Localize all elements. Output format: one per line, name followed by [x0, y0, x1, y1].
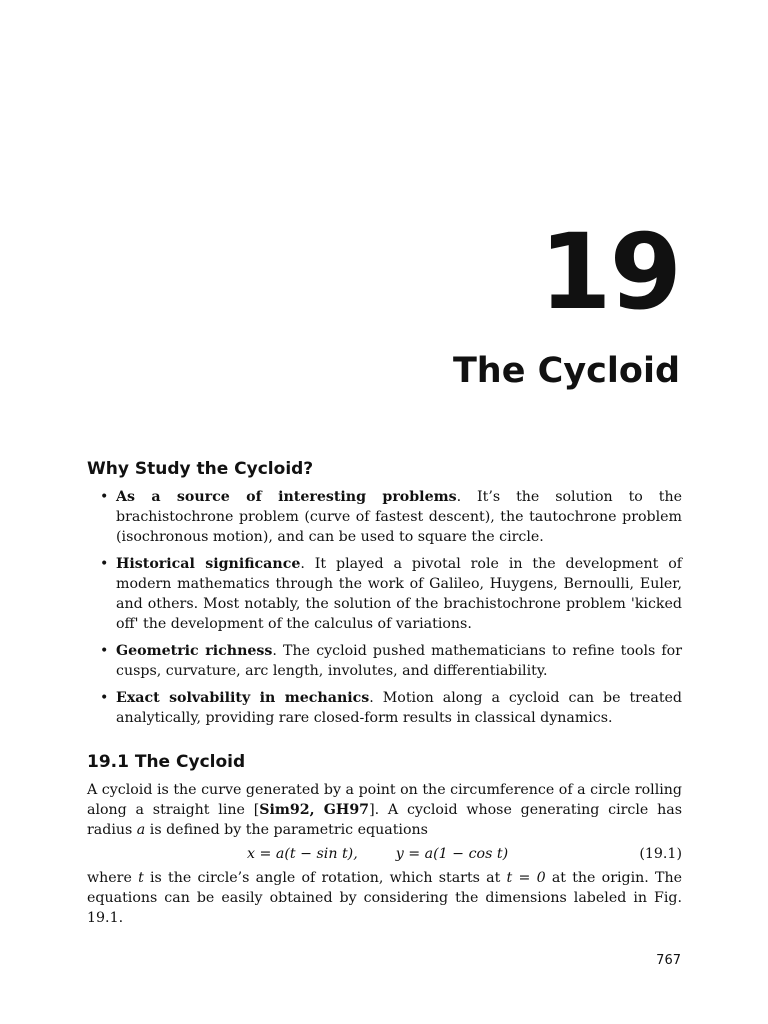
list-item [87, 688, 682, 728]
equation-x: x = a(t − sin t), [247, 846, 358, 862]
text-run: A cycloid is the curve generated by a point on the circumference of a circle rolling along a straight line [ [87, 782, 682, 818]
item-title: Exact solvability in mechanics [116, 690, 370, 706]
item-text: . Motion along a cycloid can be treated analytically, providing rare closed-form results in classical dynamics. [116, 690, 682, 726]
text-run: ]. A cycloid whose generating circle has radius [87, 802, 682, 838]
item-title: Geometric richness [116, 643, 273, 659]
equation-y: y = a(1 − cos t) [395, 846, 509, 862]
list-item [87, 554, 682, 634]
chapter-title: The Cycloid [452, 351, 680, 391]
math-variable: a [136, 822, 146, 838]
why-study-heading: Why Study the Cycloid? [87, 459, 314, 479]
citation-link[interactable]: Sim92, GH97 [259, 802, 370, 818]
text-run: at the origin. The equations can be easily obtained by considering the dimensions labeled in Fig. 19.1. [87, 870, 683, 926]
page-number: 767 [656, 953, 681, 968]
chapter-number: 19 [539, 211, 680, 333]
list-item [87, 641, 682, 681]
section-heading: 19.1 The Cycloid [87, 752, 246, 772]
item-title: Historical significance [116, 556, 301, 572]
math-expression: t = 0 [506, 870, 546, 886]
list-item [87, 487, 682, 547]
math-variable: t [138, 870, 144, 886]
item-text: . It played a pivotal role in the development of modern mathematics through the work of Galileo, Huygens, Bernoulli, Euler, and others. Most notably, the solution of the brachistochrone problem 'kicked off' the development of the calculus of variations. [116, 556, 682, 632]
intro-paragraph [87, 780, 682, 840]
item-title: As a source of interesting problems [116, 489, 457, 505]
text-run: where [87, 870, 139, 886]
text-run: is the circle’s angle of rotation, which starts at [143, 870, 507, 886]
explanation-paragraph [87, 868, 682, 928]
equation-number: (19.1) [639, 846, 682, 862]
why-study-list [87, 487, 682, 728]
equation-19-1 [87, 840, 682, 868]
item-text: . The cycloid pushed mathematicians to refine tools for cusps, curvature, arc length, involutes, and differentiability. [116, 643, 682, 679]
page-content [87, 458, 682, 928]
item-text: . It’s the solution to the brachistochrone problem (curve of fastest descent), the tautochrone problem (isochronous motion), and can be used to square the circle. [116, 489, 682, 545]
text-run: is defined by the parametric equations [145, 822, 428, 838]
